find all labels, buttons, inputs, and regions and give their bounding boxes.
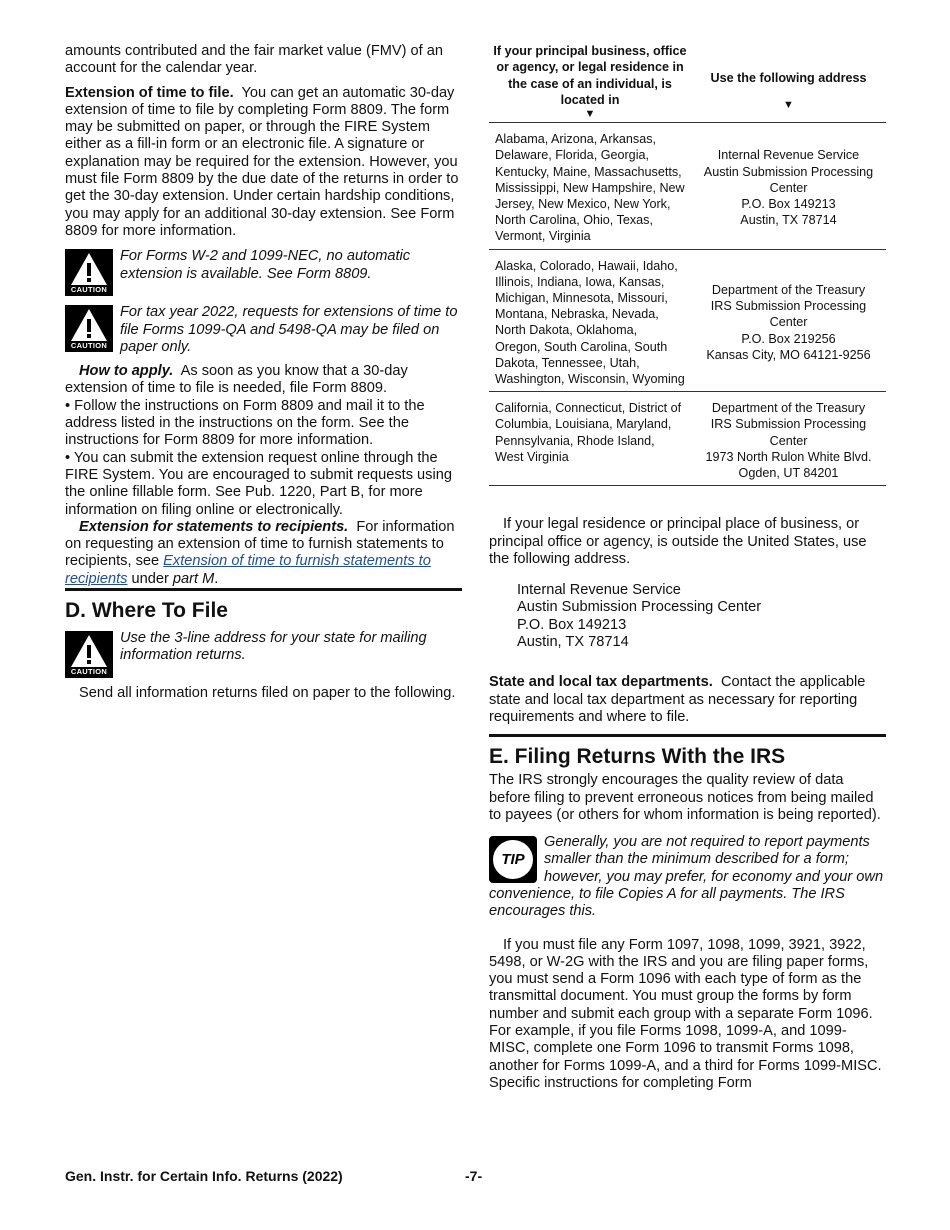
bullet-item-2: • You can submit the extension request online through the FIRE System. You are encouraged to submit requests using the online fillable form. See Pub. 1220, Part B, for more information on filing online or electronically. bbox=[65, 449, 452, 518]
caution-note-1 bbox=[65, 248, 462, 296]
address-line: P.O. Box 219256 bbox=[741, 331, 836, 346]
bullet-text-1: Follow the instructions on Form 8809 and mail it to the address listed in the instructions on the form. See the instructions for Form 8809 for more information. bbox=[65, 397, 425, 449]
how-to-apply-body: As soon as you know that a 30-day extension of time to file is needed, file Form 8809. bbox=[65, 363, 408, 397]
header-address bbox=[691, 43, 886, 123]
caution-text-3: Use the 3-line address for your state for mailing information returns. bbox=[120, 630, 427, 664]
address-line: Ogden, UT 84201 bbox=[738, 466, 839, 481]
tip-note bbox=[489, 834, 886, 920]
recipients-extension-paragraph bbox=[65, 519, 462, 588]
address-line: P.O. Box 149213 bbox=[517, 616, 627, 633]
address-line: Austin Submission Processing Center bbox=[517, 599, 762, 616]
down-arrow-icon: ▼ bbox=[783, 98, 794, 111]
down-arrow-icon: ▼ bbox=[584, 108, 596, 121]
address-line: Department of the Treasury bbox=[711, 282, 866, 297]
under-text: under bbox=[131, 570, 169, 587]
address-line: Internal Revenue Service bbox=[717, 148, 860, 163]
intro-paragraph: amounts contributed and the fair market value (FMV) of an account for the calendar year. bbox=[65, 43, 443, 77]
address-line: Kansas City, MO 64121-9256 bbox=[706, 347, 871, 362]
states-cell: Alaska, Colorado, Hawaii, Idaho, Illinois, Indiana, Iowa, Kansas, Michigan, Minnesota, Missouri, Montana, Nebraska, Nevada, North Dakota, Oklahoma, Oregon, South Carolina, South Dakota, Tennessee, Utah, Washington, Wisconsin, Wyoming bbox=[495, 258, 685, 387]
address-cell bbox=[691, 249, 886, 392]
left-column bbox=[65, 43, 462, 702]
foreign-address-block bbox=[517, 582, 886, 651]
recipients-extension-heading: Extension for statements to recipients. bbox=[79, 518, 349, 535]
caution-label: CAUTION bbox=[70, 285, 108, 295]
page-number: -7- bbox=[465, 1168, 483, 1184]
where-to-file-table bbox=[489, 43, 886, 486]
form-1096-paragraph: If you must file any Form 1097, 1098, 1099, 3921, 3922, 5498, or W-2G with the IRS and you are filing paper forms, you must send a Form 1096 with each type of form as the transmittal document. You must group the forms by form number and submit each group with a separate Form 1096. For example, if you file Forms 1098, 1099-A, and 1099-MISC, complete one Form 1096 to transmit Forms 1098, another for Forms 1099-A, and a third for Forms 1099-MISC. Specific instructions for completing Form bbox=[489, 936, 882, 1091]
states-cell: California, Connecticut, District of Columbia, Louisiana, Maryland, Pennsylvania, Rhode Island, West Virginia bbox=[495, 401, 682, 464]
table-header-row bbox=[489, 43, 886, 123]
states-cell: Alabama, Arizona, Arkansas, Delaware, Florida, Georgia, Kentucky, Maine, Massachusetts, Mississippi, New Hampshire, New Jersey, New Mexico, New York, North Carolina, Ohio, Texas, Vermont, Virginia bbox=[495, 132, 685, 244]
section-e-title: E. Filing Returns With the IRS bbox=[489, 734, 886, 770]
extension-statements-link[interactable]: Extension of time to furnish statements to recipients bbox=[65, 553, 431, 587]
extension-heading: Extension of time to file. bbox=[65, 84, 234, 101]
caution-label: CAUTION bbox=[70, 667, 108, 677]
caution-label: CAUTION bbox=[70, 341, 108, 351]
table-row bbox=[489, 249, 886, 392]
caution-icon bbox=[65, 631, 113, 678]
address-cell bbox=[691, 123, 886, 249]
address-line: Austin, TX 78714 bbox=[517, 634, 629, 651]
recipients-extension-body: For information on requesting an extension of time to furnish statements to recipients, see bbox=[65, 518, 455, 570]
caution-text-2: For tax year 2022, requests for extensions of time to file Forms 1099-QA and 5498-QA may be filed on paper only. bbox=[120, 304, 458, 355]
header-state-text: If your principal business, office or agency, or legal residence in the case of an individual, is located in bbox=[493, 44, 687, 107]
period: . bbox=[214, 570, 219, 587]
page-footer bbox=[65, 1168, 885, 1184]
caution-text-1: For Forms W-2 and 1099-NEC, no automatic extension is available. See Form 8809. bbox=[120, 248, 411, 282]
address-line: Austin, TX 78714 bbox=[740, 213, 837, 228]
bullet-item-1: • Follow the instructions on Form 8809 and mail it to the address listed in the instructions on the form. See the instructions for Form 8809 for more information. bbox=[65, 397, 425, 449]
how-to-apply-heading: How to apply. bbox=[79, 363, 174, 380]
address-line: Austin Submission Processing Center bbox=[703, 164, 874, 195]
section-d-title: D. Where To File bbox=[65, 588, 462, 624]
header-state bbox=[489, 43, 691, 123]
outside-us-paragraph: If your legal residence or principal place of business, or principal office or agency, is outside the United States, use the following address. bbox=[489, 516, 867, 567]
caution-note-2 bbox=[65, 304, 462, 356]
header-address-text: Use the following address bbox=[710, 71, 867, 86]
extension-paragraph bbox=[65, 85, 462, 241]
caution-icon bbox=[65, 249, 113, 296]
state-local-heading: State and local tax departments. bbox=[489, 674, 713, 691]
tip-text: Generally, you are not required to report payments smaller than the minimum described for a form; however, you may prefer, for economy and your own convenience, to file Copies A for all payments. The IRS encourages this. bbox=[489, 834, 884, 920]
address-line: IRS Submission Processing Center bbox=[710, 417, 867, 448]
send-all-paragraph: Send all information returns filed on paper to the following. bbox=[79, 685, 456, 702]
address-line: 1973 North Rulon White Blvd. bbox=[705, 449, 872, 464]
part-m-text: part M bbox=[172, 570, 215, 587]
table-row bbox=[489, 123, 886, 249]
state-local-paragraph bbox=[489, 674, 886, 726]
section-e-intro: The IRS strongly encourages the quality review of data before filing to prevent erroneous notices from being mailed to payees (or others for whom information is being reported). bbox=[489, 772, 881, 823]
right-column bbox=[489, 43, 886, 1092]
extension-body: You can get an automatic 30-day extension of time to file by completing Form 8809. The form may be submitted on paper, or through the FIRE System either as a fill-in form or an electronic file. A signature or explanation may be required for the extension. However, you must file Form 8809 by the due date of the returns in order to get the 30-day extension. Under certain hardship conditions, you may apply for an additional 30-day extension. See Form 8809 for more information. bbox=[65, 84, 459, 239]
table-row bbox=[489, 392, 886, 486]
address-line: P.O. Box 149213 bbox=[741, 197, 836, 211]
caution-note-3 bbox=[65, 630, 462, 678]
bullet-text-2: You can submit the extension request online through the FIRE System. You are encouraged to submit requests using the online fillable form. See Pub. 1220, Part B, for more information on filing online or electronically. bbox=[65, 449, 452, 518]
state-local-body: Contact the applicable state and local tax department as necessary for reporting requirements and where to file. bbox=[489, 674, 866, 725]
tip-label: TIP bbox=[493, 840, 533, 879]
address-line: Department of the Treasury bbox=[711, 401, 866, 416]
tip-icon bbox=[489, 836, 537, 883]
address-cell bbox=[691, 392, 886, 486]
address-line: IRS Submission Processing Center bbox=[710, 299, 867, 330]
how-to-apply-paragraph bbox=[65, 363, 462, 398]
address-line: Internal Revenue Service bbox=[517, 582, 681, 599]
footer-title: Gen. Instr. for Certain Info. Returns (2022) bbox=[65, 1168, 343, 1184]
caution-icon bbox=[65, 305, 113, 352]
